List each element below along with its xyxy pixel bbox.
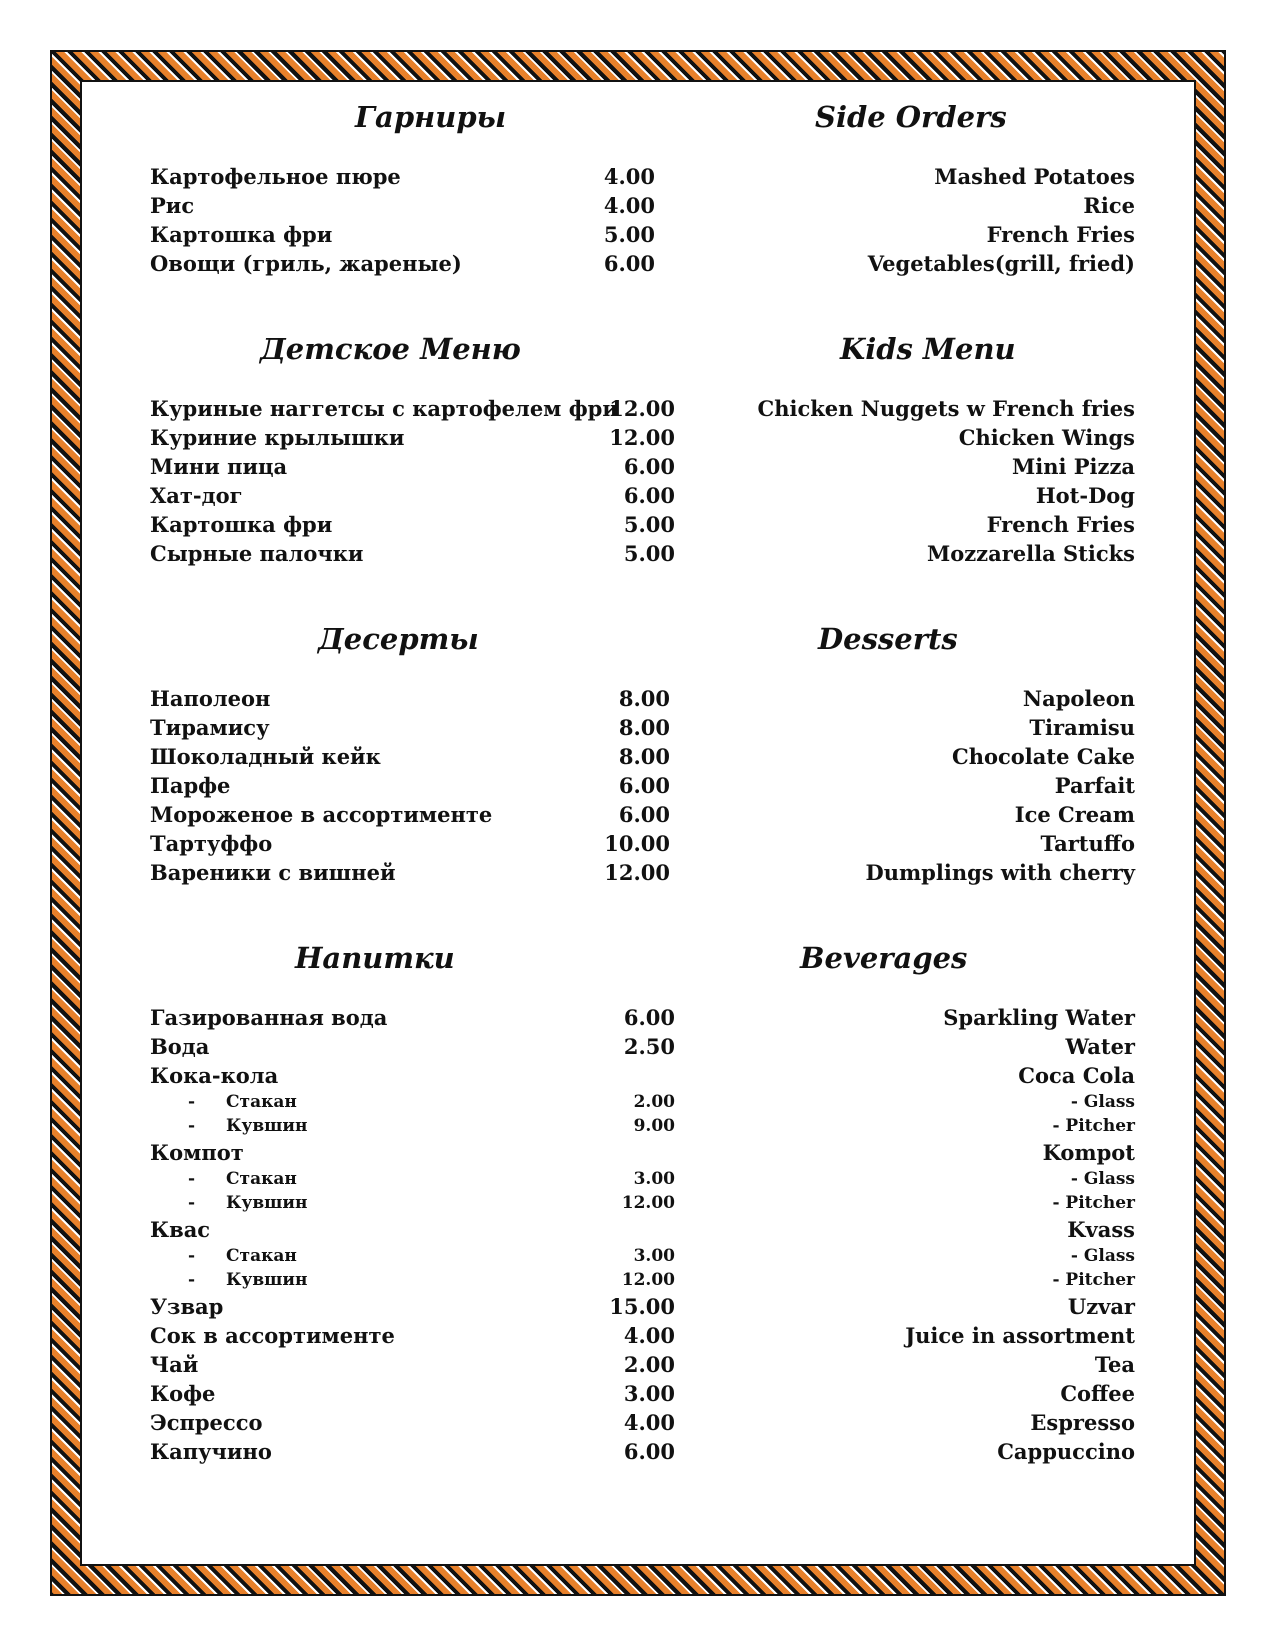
menu-item-row: [150, 742, 1135, 771]
menu-item-row: [150, 684, 1135, 713]
item-name-ru: Парфе: [150, 773, 231, 798]
item-name-en: Sparkling Water: [943, 1005, 1135, 1030]
item-name-ru: Вареники с вишней: [150, 860, 396, 885]
item-name-en: Parfait: [1054, 773, 1135, 798]
item-name-ru: [188, 1268, 307, 1292]
item-price: 3.00: [633, 1169, 675, 1189]
item-name-ru: Кока-кола: [150, 1063, 279, 1088]
menu-item-row: [150, 452, 1135, 481]
item-name-ru-text: Стакан: [226, 1246, 297, 1266]
item-price: 6.00: [623, 1005, 675, 1030]
item-name-ru: Газированная вода: [150, 1005, 388, 1030]
item-list: [150, 394, 1135, 568]
item-name-en: Chicken Nuggets w French fries: [757, 396, 1135, 421]
item-price: 2.00: [633, 1092, 675, 1112]
item-name-ru: Тартуффо: [150, 831, 273, 856]
menu-item-row: [150, 423, 1135, 452]
menu-subitem-row: [150, 1114, 1135, 1138]
item-name-ru: [188, 1167, 297, 1191]
item-name-ru: Сок в ассортименте: [150, 1323, 395, 1348]
section-side-orders: [150, 100, 1135, 278]
section-beverages: [150, 941, 1135, 1466]
item-name-en: - Pitcher: [1052, 1270, 1135, 1290]
item-name-ru: Картофельное пюре: [150, 164, 401, 189]
menu-item-row: [150, 220, 1135, 249]
item-name-ru: Мороженое в ассортименте: [150, 802, 493, 827]
menu-item-row: [150, 1437, 1135, 1466]
menu-item-row: [150, 481, 1135, 510]
item-name-ru: Хат-дог: [150, 483, 243, 508]
item-name-en: Mozzarella Sticks: [926, 541, 1135, 566]
item-name-ru-text: Стакан: [226, 1169, 297, 1189]
item-name-ru: Узвар: [150, 1294, 224, 1319]
item-price: 12.00: [604, 860, 670, 885]
item-price: 8.00: [618, 715, 670, 740]
item-price: 4.00: [603, 164, 655, 189]
item-name-ru: Овощи (гриль, жареные): [150, 251, 462, 276]
menu-item-row: [150, 539, 1135, 568]
item-price: 4.00: [603, 193, 655, 218]
section-headings: [150, 622, 1135, 664]
item-price: 2.50: [623, 1034, 675, 1059]
item-name-en: Chicken Wings: [958, 425, 1135, 450]
item-name-ru: Компот: [150, 1140, 244, 1165]
bullet-dash: -: [188, 1116, 196, 1136]
menu-item-row: [150, 829, 1135, 858]
item-name-en: Coca Cola: [1018, 1063, 1135, 1088]
section-headings: [150, 100, 1135, 142]
item-price: 4.00: [623, 1323, 675, 1348]
item-price: 12.00: [621, 1270, 675, 1290]
item-name-ru-text: Кувшин: [226, 1270, 308, 1290]
section-headings: [150, 941, 1135, 983]
menu-item-row: [150, 713, 1135, 742]
item-name-en: - Pitcher: [1052, 1116, 1135, 1136]
item-price: 5.00: [623, 512, 675, 537]
item-price: 2.00: [623, 1352, 675, 1377]
menu-item-row: [150, 1379, 1135, 1408]
item-name-en: Mashed Potatoes: [934, 164, 1135, 189]
item-name-en: Dumplings with cherry: [865, 860, 1135, 885]
menu-subitem-row: [150, 1244, 1135, 1268]
menu-item-row: [150, 510, 1135, 539]
item-name-en: Kompot: [1042, 1140, 1135, 1165]
item-price: 4.00: [623, 1410, 675, 1435]
item-price: 3.00: [623, 1381, 675, 1406]
item-name-ru: Квас: [150, 1217, 211, 1242]
menu-item-row: [150, 394, 1135, 423]
item-name-en: Coffee: [1060, 1381, 1135, 1406]
item-name-ru-text: Кувшин: [226, 1193, 308, 1213]
heading-ru: Напитки: [295, 941, 455, 975]
heading-ru: Гарниры: [355, 100, 507, 134]
item-name-ru: Кофе: [150, 1381, 216, 1406]
item-name-ru: Шоколадный кейк: [150, 744, 381, 769]
item-name-en: Juice in assortment: [905, 1323, 1135, 1348]
item-price: 8.00: [618, 744, 670, 769]
item-name-ru: Эспрессо: [150, 1410, 263, 1435]
bullet-dash: -: [188, 1270, 196, 1290]
menu-subitem-row: [150, 1191, 1135, 1215]
item-name-en: Tartuffo: [1040, 831, 1135, 856]
menu-item-row: [150, 1321, 1135, 1350]
item-name-en: Mini Pizza: [1011, 454, 1135, 479]
menu-item-row: [150, 1032, 1135, 1061]
item-name-en: Kvass: [1067, 1217, 1135, 1242]
item-price: 9.00: [633, 1116, 675, 1136]
item-name-en: Rice: [1083, 193, 1135, 218]
heading-en: Desserts: [818, 622, 958, 656]
item-price: 5.00: [623, 541, 675, 566]
section-kids-menu: [150, 332, 1135, 568]
item-name-en: Napoleon: [1022, 686, 1135, 711]
bullet-dash: -: [188, 1169, 196, 1189]
item-name-en: French Fries: [986, 222, 1135, 247]
item-name-ru: Вода: [150, 1034, 210, 1059]
item-name-ru-text: Стакан: [226, 1092, 297, 1112]
menu-item-row: [150, 1215, 1135, 1244]
heading-ru: Детское Меню: [260, 332, 521, 366]
item-name-en: - Glass: [1070, 1169, 1135, 1189]
menu-subitem-row: [150, 1167, 1135, 1191]
menu-item-row: [150, 162, 1135, 191]
item-price: 15.00: [609, 1294, 675, 1319]
item-name-ru: Наполеон: [150, 686, 271, 711]
item-list: [150, 684, 1135, 887]
menu-item-row: [150, 1292, 1135, 1321]
item-name-ru: Куриние крылышки: [150, 425, 405, 450]
bullet-dash: -: [188, 1246, 196, 1266]
item-name-en: - Pitcher: [1052, 1193, 1135, 1213]
item-name-ru: Куриные наггетсы с картофелем фри: [150, 396, 618, 421]
item-list: [150, 162, 1135, 278]
menu-subitem-row: [150, 1268, 1135, 1292]
item-name-ru: Картошка фри: [150, 512, 333, 537]
section-desserts: [150, 622, 1135, 887]
item-name-en: Vegetables(grill, fried): [867, 251, 1135, 276]
menu-item-row: [150, 1350, 1135, 1379]
item-name-ru: Тирамису: [150, 715, 270, 740]
item-name-ru: Чай: [150, 1352, 199, 1377]
item-price: 8.00: [618, 686, 670, 711]
item-name-ru: Мини пица: [150, 454, 288, 479]
item-name-en: French Fries: [986, 512, 1135, 537]
item-price: 6.00: [623, 454, 675, 479]
item-name-en: Ice Cream: [1014, 802, 1135, 827]
item-price: 5.00: [603, 222, 655, 247]
item-price: 12.00: [609, 425, 675, 450]
bullet-dash: -: [188, 1193, 196, 1213]
menu-content: [150, 100, 1135, 1520]
item-name-ru: Сырные палочки: [150, 541, 364, 566]
item-price: 6.00: [618, 802, 670, 827]
item-name-ru: [188, 1191, 307, 1215]
menu-item-row: [150, 800, 1135, 829]
heading-en: Beverages: [800, 941, 968, 975]
menu-item-row: [150, 1408, 1135, 1437]
item-name-en: Hot-Dog: [1035, 483, 1135, 508]
item-name-ru: Картошка фри: [150, 222, 333, 247]
menu-item-row: [150, 1061, 1135, 1090]
item-name-en: Cappuccino: [997, 1439, 1135, 1464]
bullet-dash: -: [188, 1092, 196, 1112]
item-price: 6.00: [618, 773, 670, 798]
item-name-en: Chocolate Cake: [952, 744, 1135, 769]
item-price: 12.00: [609, 396, 675, 421]
menu-item-row: [150, 771, 1135, 800]
item-list: [150, 1003, 1135, 1466]
item-name-en: Uzvar: [1067, 1294, 1135, 1319]
heading-en: Kids Menu: [840, 332, 1016, 366]
item-name-en: - Glass: [1070, 1092, 1135, 1112]
menu-subitem-row: [150, 1090, 1135, 1114]
menu-item-row: [150, 249, 1135, 278]
item-name-en: Tiramisu: [1029, 715, 1135, 740]
item-price: 6.00: [623, 1439, 675, 1464]
item-name-en: - Glass: [1070, 1246, 1135, 1266]
item-name-en: Tea: [1094, 1352, 1135, 1377]
menu-item-row: [150, 858, 1135, 887]
menu-item-row: [150, 1138, 1135, 1167]
item-price: 6.00: [623, 483, 675, 508]
item-name-ru: Капучино: [150, 1439, 272, 1464]
item-name-ru: [188, 1090, 297, 1114]
item-name-ru: Рис: [150, 193, 195, 218]
menu-item-row: [150, 191, 1135, 220]
heading-en: Side Orders: [815, 100, 1007, 134]
menu-item-row: [150, 1003, 1135, 1032]
heading-ru: Десерты: [318, 622, 479, 656]
item-price: 10.00: [604, 831, 670, 856]
item-price: 6.00: [603, 251, 655, 276]
item-price: 3.00: [633, 1246, 675, 1266]
item-name-ru: [188, 1244, 297, 1268]
item-name-ru: [188, 1114, 307, 1138]
item-name-ru-text: Кувшин: [226, 1116, 308, 1136]
item-name-en: Water: [1065, 1034, 1135, 1059]
item-price: 12.00: [621, 1193, 675, 1213]
item-name-en: Espresso: [1030, 1410, 1135, 1435]
section-headings: [150, 332, 1135, 374]
